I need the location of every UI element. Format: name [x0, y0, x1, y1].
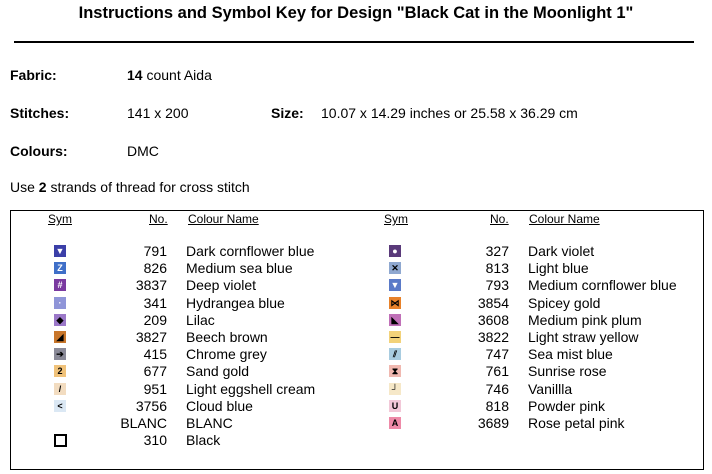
colour-name: Light eggshell cream	[186, 380, 316, 397]
colour-name: Medium sea blue	[186, 260, 293, 277]
colours-label: Colours:	[10, 143, 68, 159]
colour-name: Light straw yellow	[528, 329, 639, 345]
strands-suffix: strands of thread for cross stitch	[50, 179, 250, 195]
colour-number: 3756	[135, 397, 167, 414]
colour-number: 341	[143, 294, 167, 311]
header-name-right: Colour Name	[529, 212, 600, 226]
title-underline	[14, 41, 694, 43]
document-title: Instructions and Symbol Key for Design "Black Cat in the Moonlight 1"	[78, 4, 634, 22]
colour-number: 747	[485, 346, 509, 363]
colour-number: 3689	[477, 415, 509, 431]
symbol-swatch-icon	[54, 434, 67, 447]
colour-name: Cloud blue	[186, 397, 253, 414]
colour-name: Light blue	[528, 260, 589, 277]
colour-name: Hydrangea blue	[186, 294, 285, 311]
key-row-right	[11, 277, 701, 294]
header-name-left: Colour Name	[188, 212, 259, 226]
colour-name: Dark cornflower blue	[186, 243, 315, 259]
key-row-right	[11, 398, 701, 415]
fabric-count: 14	[127, 67, 143, 83]
colour-number: 3827	[135, 329, 167, 345]
stitches-value: 141 x 200	[127, 105, 189, 121]
colour-name: Beech brown	[186, 329, 268, 345]
key-row-right	[11, 346, 701, 363]
strands-instruction	[10, 179, 250, 195]
key-row-right	[11, 363, 701, 380]
colour-name: Powder pink	[528, 397, 606, 414]
strands-count: 2	[38, 179, 47, 195]
key-row-right	[11, 329, 701, 346]
colour-number: 3608	[477, 311, 509, 328]
key-row-right	[11, 295, 701, 312]
colour-number: 3854	[477, 294, 509, 311]
size-value: 10.07 x 14.29 inches or 25.58 x 36.29 cm	[321, 105, 578, 121]
strands-prefix: Use	[10, 179, 35, 195]
colour-number: 791	[143, 243, 167, 259]
colour-name: Sand gold	[186, 363, 250, 380]
colour-name: Medium cornflower blue	[528, 277, 677, 294]
colour-name: Vanillla	[528, 380, 573, 397]
symbol-swatch-icon: ⫽	[389, 348, 401, 360]
colour-number: 310	[143, 432, 167, 449]
header-no-right: No.	[490, 212, 509, 226]
colour-number: 3837	[135, 277, 167, 294]
symbol-swatch-icon: ●	[389, 245, 401, 257]
colour-name: Lilac	[186, 311, 215, 328]
symbol-swatch-icon: Z	[54, 262, 66, 274]
colour-number: 209	[143, 311, 167, 328]
header-no-left: No.	[149, 212, 168, 226]
colour-number: 746	[485, 380, 509, 397]
colour-number: 813	[485, 260, 509, 277]
symbol-swatch-icon: 2	[54, 365, 66, 377]
symbol-swatch-icon: U	[389, 400, 401, 412]
colour-number: 415	[143, 346, 167, 363]
symbol-swatch-icon: ▼	[390, 280, 400, 291]
symbol-swatch-icon: —	[390, 332, 400, 342]
colour-name: Chrome grey	[186, 346, 267, 363]
symbol-swatch-icon: ✕	[389, 262, 401, 274]
symbol-swatch-icon: #	[54, 279, 66, 291]
colour-number: 951	[143, 380, 167, 397]
symbol-swatch-icon: ➔	[54, 348, 66, 360]
symbol-swatch-icon: ⋈	[390, 297, 400, 308]
symbol-swatch-icon: ◆	[54, 314, 66, 326]
symbol-swatch-icon: ◣	[389, 314, 401, 326]
size-label: Size:	[271, 105, 304, 121]
symbol-key-table	[10, 210, 704, 470]
colour-name: Medium pink plum	[528, 311, 642, 328]
symbol-swatch-icon: A	[389, 417, 401, 429]
symbol-swatch-icon: /	[54, 383, 66, 395]
key-row-right	[11, 415, 701, 432]
key-row-left	[11, 432, 701, 449]
colour-number: 761	[485, 363, 509, 380]
colour-name: Sea mist blue	[528, 346, 613, 363]
symbol-swatch-icon: ⧗	[389, 365, 401, 377]
symbol-swatch-icon: ┘	[389, 383, 401, 395]
header-sym-left: Sym	[48, 212, 72, 226]
symbol-swatch-icon: ·	[54, 297, 66, 309]
key-row-right	[11, 381, 701, 398]
colour-number: 327	[485, 243, 509, 259]
stitches-label: Stitches:	[10, 105, 70, 121]
colour-name: Sunrise rose	[528, 363, 607, 380]
colour-name: Rose petal pink	[528, 415, 625, 431]
colour-number: 793	[485, 277, 509, 294]
key-row-right	[11, 312, 701, 329]
colours-value: DMC	[127, 143, 159, 159]
symbol-swatch-icon: ◢	[54, 331, 66, 343]
colour-name: Dark violet	[528, 243, 595, 259]
fabric-value	[127, 67, 212, 83]
colour-number: 826	[143, 260, 167, 277]
colour-number: 677	[143, 363, 167, 380]
symbol-swatch-icon: <	[54, 400, 66, 412]
fabric-label: Fabric:	[10, 67, 57, 83]
key-row-right	[11, 260, 701, 277]
key-row-right	[11, 243, 701, 260]
colour-name: Black	[186, 432, 221, 449]
colour-number: BLANC	[120, 415, 167, 431]
header-sym-right: Sym	[384, 212, 408, 226]
colour-number: 818	[485, 397, 509, 414]
colour-name: BLANC	[186, 415, 233, 431]
colour-name: Spicey gold	[528, 294, 601, 311]
fabric-type: count Aida	[146, 67, 212, 83]
symbol-swatch-icon: ▼	[55, 246, 65, 256]
colour-name: Deep violet	[186, 277, 257, 294]
colour-number: 3822	[477, 329, 509, 345]
